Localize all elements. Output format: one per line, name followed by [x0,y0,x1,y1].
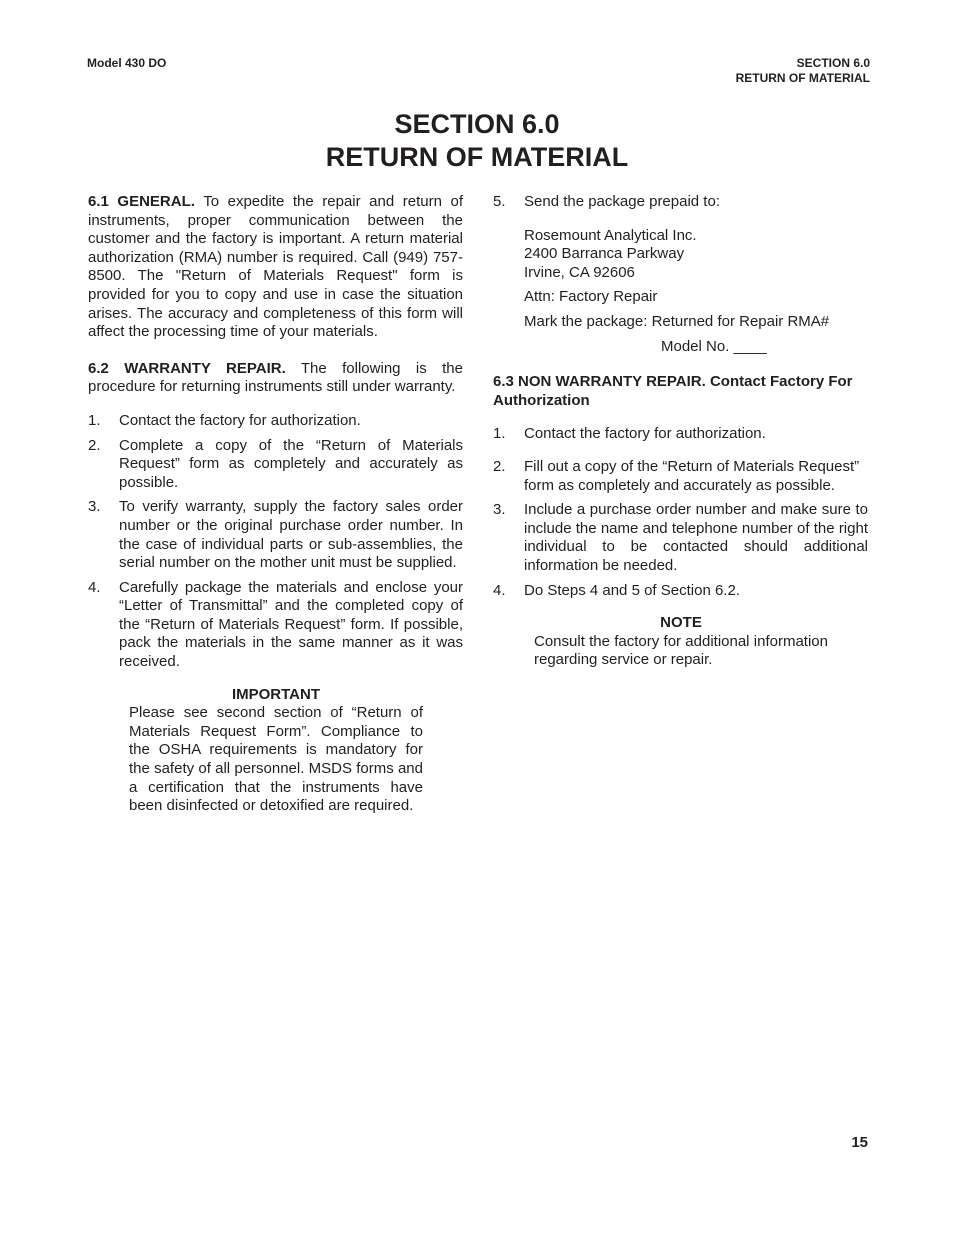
step-text: To verify warranty, supply the factory sales order number or the original purchase order number. In the case of individual parts or sub-assemblies, the serial number on the mother unit must be supplied. [119,498,463,572]
page-number: 15 [851,1134,868,1151]
note-notice [534,614,828,670]
step-text: Contact the factory for authorization. [119,411,361,429]
step-number: 1. [493,425,506,443]
header-section [736,56,870,86]
list-item [88,412,463,431]
step-number: 5. [493,193,506,210]
right-column [493,193,868,670]
mark-line: Mark the package: Returned for Repair RMA# [524,312,830,330]
address-line: Rosemount Analytical Inc. [524,226,697,244]
attn-line: Attn: Factory Repair [524,288,658,306]
list-item [493,425,868,444]
important-text: Please see second section of “Return of Materials Request Form”. Compliance to the OSHA requirements is mandatory for the safety of all personnel. MSDS forms and a certification that the instruments have been disinfected or detoxified are required. [129,704,423,815]
note-heading: NOTE [660,614,702,632]
ship-address [524,227,868,283]
step-number: 1. [88,411,101,429]
step-text: Include a purchase order number and make sure to include the name and telephone number of the right individual to be contacted should additional information be needed. [524,501,868,574]
general-heading: 6.1 GENERAL. [88,193,195,210]
warranty-paragraph [88,360,463,397]
step-text: Complete a copy of the “Return of Materials Request” form as completely and accurately as possible. [119,436,463,491]
step-number: 4. [88,578,101,596]
list-item [88,498,463,572]
step-number: 3. [88,498,101,516]
step-text: Contact the factory for authorization. [524,425,766,443]
important-notice [129,686,423,816]
address-line: Irvine, CA 92606 [524,263,635,281]
warranty-text: The following is the procedure for returning instruments still under warranty. [88,359,463,396]
header-section-title: RETURN OF MATERIAL [735,71,870,85]
step-text: Send the package prepaid to: [524,193,720,210]
address-line: 2400 Barranca Parkway [524,245,685,263]
step-text: Do Steps 4 and 5 of Section 6.2. [524,581,740,599]
step-number: 4. [493,581,506,599]
general-paragraph [88,193,463,342]
non-warranty-heading: 6.3 NON WARRANTY REPAIR. Contact Factory For Authorization [493,373,853,409]
list-item [493,501,868,575]
warranty-heading: 6.2 WARRANTY REPAIR. [88,359,286,377]
header-model: Model 430 DO [87,56,167,70]
list-item [88,579,463,672]
model-no-line: Model No. ____ [661,337,767,355]
note-text: Consult the factory for additional information regarding service or repair. [534,632,828,669]
important-heading: IMPORTANT [231,685,321,703]
header-section-number: SECTION 6.0 [796,56,870,70]
step-number: 2. [493,457,506,475]
list-item [493,458,868,495]
page-title-line2: RETURN OF MATERIAL [325,142,629,172]
step-text: Fill out a copy of the “Return of Materials Request” form as completely and accurately as possible. [524,457,860,494]
list-item [493,582,868,601]
page-title-line1: SECTION 6.0 [394,109,560,139]
list-item [493,193,868,212]
list-item [88,437,463,493]
left-column [88,193,463,816]
step-number: 3. [493,501,506,519]
general-text: To expedite the repair and return of instruments, proper communication between the customer and the factory is important. A return material authorization (RMA) number is required. Call (949) 757-8500. The "Return of Materials Request" form is provided for you to copy and use in case the situation arises. The accuracy and completeness of this form will affect the processing time of your materials. [88,193,463,341]
page-title [0,108,954,174]
step-text: Carefully package the materials and enclose your “Letter of Transmittal” and the completed copy of the “Return of Materials Request” form. If possible, pack the materials in the same manner as it was received. [119,578,463,671]
step-number: 2. [88,436,101,454]
